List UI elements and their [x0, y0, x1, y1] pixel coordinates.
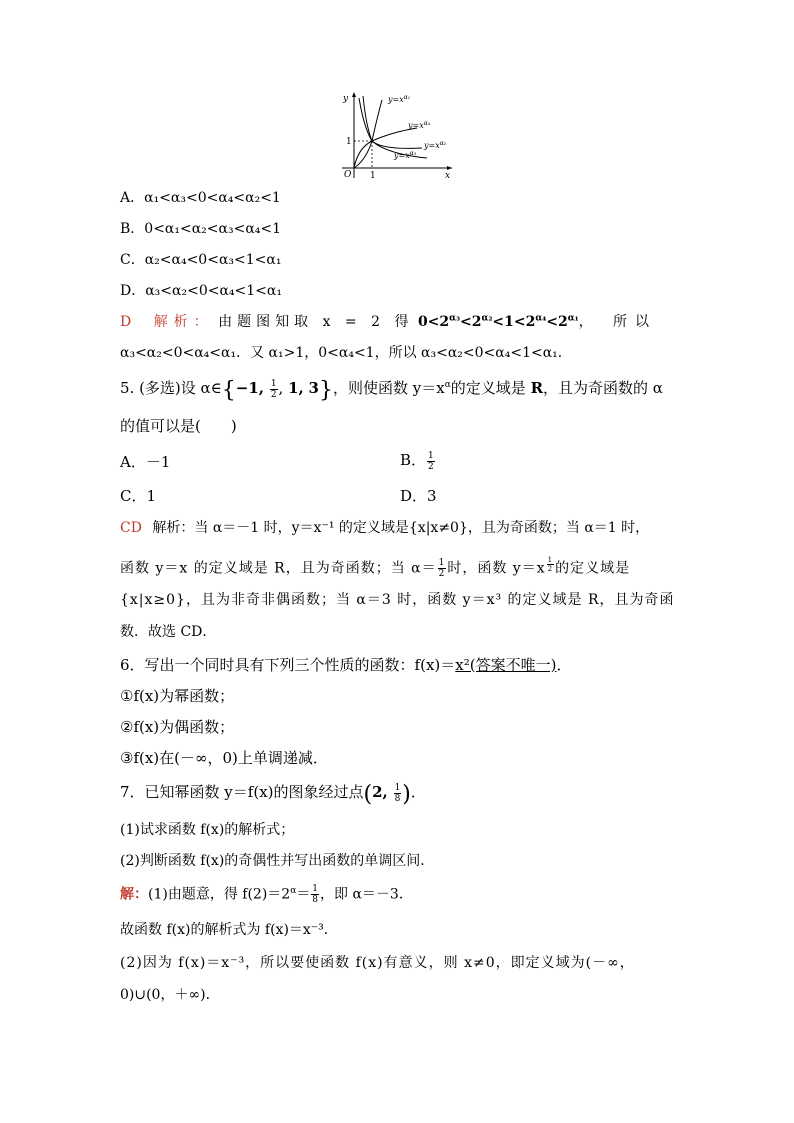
x-axis-label: x: [445, 171, 451, 180]
q5-analysis-line2: 函数 y＝x 的定义域是 R，且为奇函数；当 α＝ $\frac{1}{2}$ 时，函数 y＝x $^{\frac{1}{2}}$ 的定义域是: [120, 556, 631, 580]
q5-option-b: B． $\frac{1}{2}$: [400, 450, 434, 472]
q7-solution-line4: 0)∪(0，＋∞)．: [120, 987, 220, 1003]
q4-analysis-line1: D 解析： 由题图知取 x = 2 得 $0<2^{\alpha_3}<2^{\alpha_2}<1<2^{\alpha_4}<2^{\alpha_1}$， 所以: [120, 313, 658, 330]
q5-option-a: A．－1: [120, 453, 171, 471]
q7-solution-label: 解：: [120, 886, 148, 903]
q5-option-d: D．3: [400, 487, 437, 505]
q4-option-d: D．α₃<α₂<0<α₄<1<α₁: [120, 283, 282, 299]
y-tick-label: 1: [346, 137, 352, 147]
q7-solution-line3: (2)因为 f(x)＝x⁻³，所以要使函数 f(x)有意义，则 x≠0，即定义域为(－∞，: [120, 955, 635, 971]
q5-analysis-line3: {x|x≥0}，且为非奇非偶函数；当 α＝3 时，函数 y＝x³ 的定义域是 R，且为奇函: [120, 592, 675, 608]
q4-option-b: B．0<α₁<α₂<α₃<α₄<1: [120, 221, 282, 237]
curve-label-a1: $y=x^{\alpha_1}$: [388, 94, 411, 104]
q5-analysis-line4: 数．故选 CD．: [120, 624, 217, 640]
q5-analysis-line1: CD 解析：当 α＝－1 时，y＝x⁻¹ 的定义域是{x|x≠0}，且为奇函数；当 α＝1 时，: [120, 520, 650, 536]
q4-analysis-line2: α₃<α₂<0<α₄<α₁．又 α₁>1，0<α₄<1，所以 α₃<α₂<0<α₄<1<α₁．: [120, 345, 572, 361]
power-function-graph: [332, 88, 462, 180]
q4-inequality: $0<2^{\alpha_3}<2^{\alpha_2}<1<2^{\alpha_4}<2^{\alpha_1}$: [417, 313, 579, 330]
q6-answer: x²(答案不唯一): [455, 656, 557, 674]
q6-property-1: ①f(x)为幂函数；: [120, 687, 235, 705]
q7-stem: 7．已知幂函数 y＝f(x)的图象经过点(2, $\frac{1}{8}$ )．: [120, 782, 426, 807]
q6-property-3: ③f(x)在(－∞，0)上单调递减．: [120, 749, 328, 767]
q5-option-c: C．1: [120, 487, 157, 505]
q7-solution-line2: 故函数 f(x)的解析式为 f(x)＝x⁻³．: [120, 922, 338, 938]
q6-stem: 6．写出一个同时具有下列三个性质的函数：f(x)＝x²(答案不唯一)．: [120, 656, 572, 674]
q7-solution-line1: 解：(1)由题意，得 $f(2)=2^\alpha=$ $\frac{1}{8}$ ，即 α＝－3．: [120, 884, 413, 905]
curve-label-a4: $y=x^{\alpha_4}$: [408, 120, 431, 130]
q5-stem-line1: 5. (多选)设 α∈{−1, $\frac{1}{2}$ , 1, 3}，则使函数 $y=x^\alpha$的定义域是 R，且为奇函数的 α: [120, 378, 663, 403]
q6-property-2: ②f(x)为偶函数；: [120, 718, 235, 736]
y-axis-label: y: [343, 94, 349, 104]
curve-label-a3: $y=x^{\alpha_3}$: [394, 150, 417, 160]
origin-label: O: [344, 170, 352, 180]
curve-label-a2: $y=x^{\alpha_2}$: [424, 140, 447, 150]
x-tick-label: 1: [370, 171, 376, 180]
q4-answer-letter: D: [120, 314, 132, 330]
q5-stem-line2: 的值可以是( ): [120, 417, 237, 435]
q4-analysis-label: 解析：: [153, 314, 214, 330]
q4-option-a: A．α₁<α₃<0<α₄<α₂<1: [120, 190, 281, 206]
q5-answer-letter: CD: [120, 520, 142, 536]
q4-option-c: C．α₂<α₄<0<α₃<1<α₁: [120, 252, 282, 268]
q7-subquestion-2: (2)判断函数 f(x)的奇偶性并写出函数的单调区间．: [120, 853, 435, 869]
q7-subquestion-1: (1)试求函数 f(x)的解析式；: [120, 822, 295, 838]
